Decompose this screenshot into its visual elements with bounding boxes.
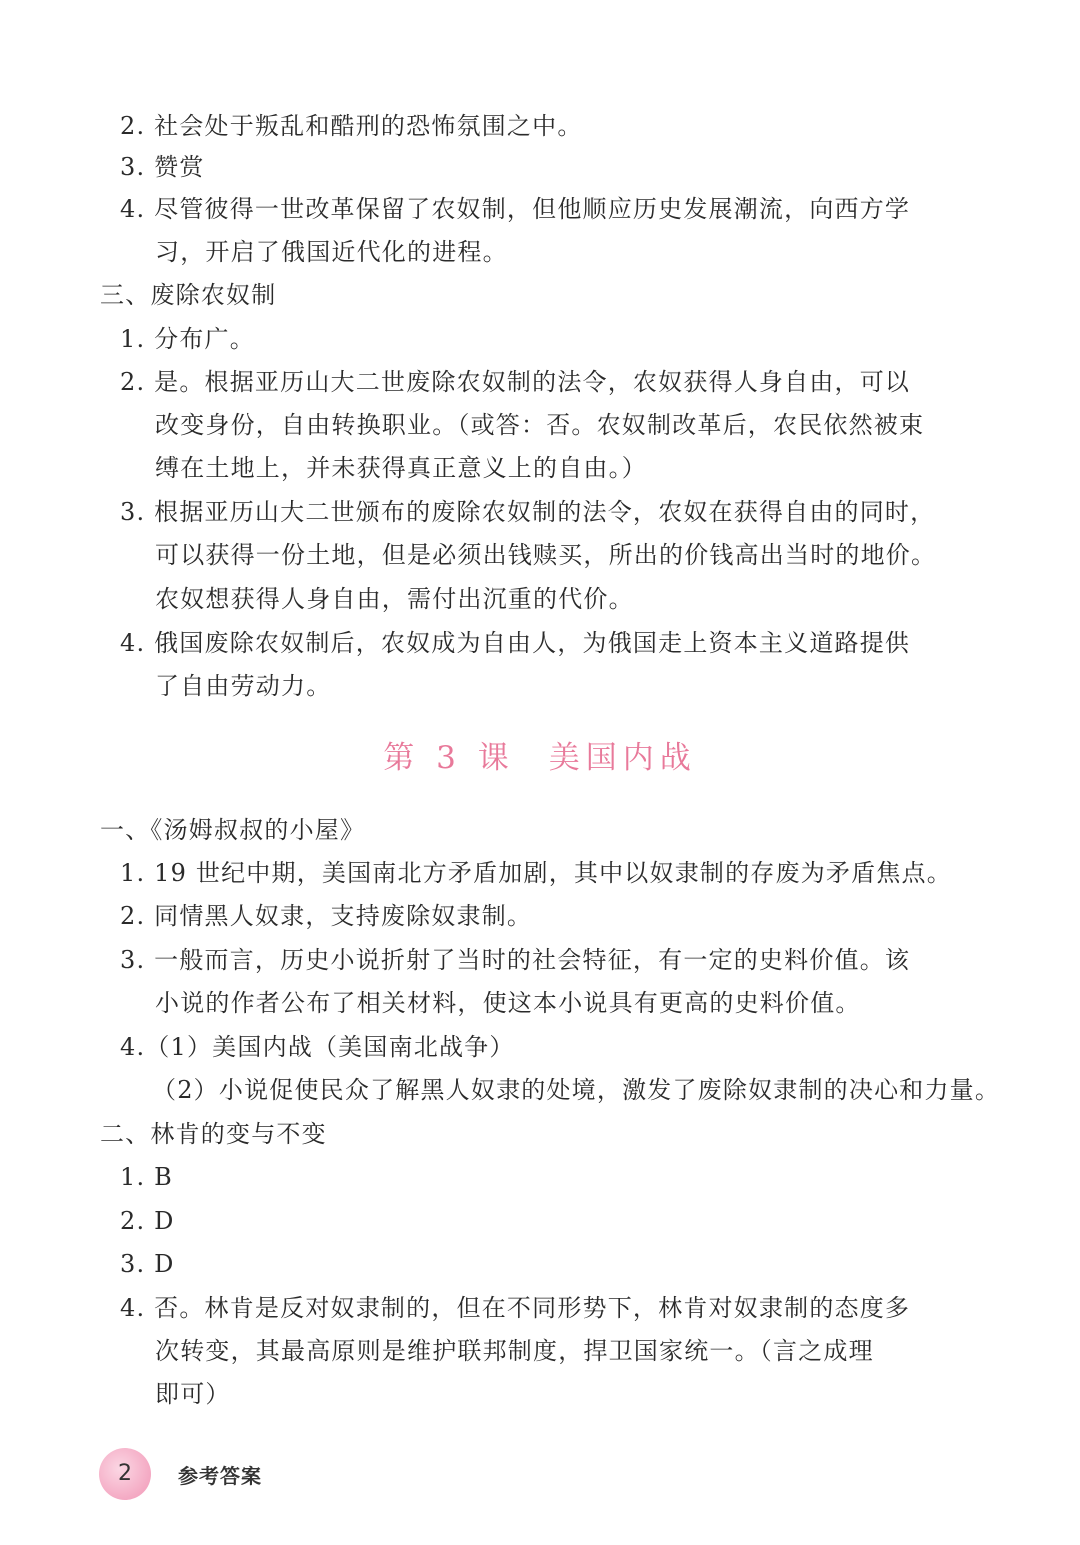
footer-label: 参考答案 (178, 1464, 262, 1488)
lesson-name: 美国内战 (548, 740, 697, 776)
answer-line: 2. 同情黑人奴隶，支持废除奴隶制。 (120, 902, 533, 930)
answer-line: 1. B (120, 1163, 173, 1191)
answer-line: （2）小说促使民众了解黑人奴隶的处境，激发了废除奴隶制的决心和力量。 (152, 1076, 1001, 1104)
answer-line: 2. 是。根据亚历山大二世废除农奴制的法令，农奴获得人身自由，可以 (120, 368, 911, 396)
page-number: 2 (118, 1461, 132, 1486)
answer-line: 次转变，其最高原则是维护联邦制度，捍卫国家统一。（言之成理 (155, 1337, 874, 1365)
answer-line: 4.（1）美国内战（美国南北战争） (120, 1033, 515, 1061)
answer-line: 2. 社会处于叛乱和酷刑的恐怖氛围之中。 (120, 112, 583, 140)
answer-line: 3. 根据亚历山大二世颁布的废除农奴制的法令，农奴在获得自由的同时， (120, 498, 936, 526)
section-heading: 二、林肯的变与不变 (100, 1120, 327, 1148)
answer-line: 1. 分布广。 (120, 325, 255, 353)
answer-line: 可以获得一份土地，但是必须出钱赎买，所出的价钱高出当时的地价。 (155, 541, 937, 569)
section-heading: 三、废除农奴制 (100, 281, 277, 309)
answer-line: 4. 俄国废除农奴制后，农奴成为自由人，为俄国走上资本主义道路提供 (120, 629, 911, 657)
lesson-title (0, 738, 1080, 778)
answer-line: 农奴想获得人身自由，需付出沉重的代价。 (155, 585, 634, 613)
answer-line: 4. 否。林肯是反对奴隶制的，但在不同形势下，林肯对奴隶制的态度多 (120, 1294, 911, 1322)
answer-line: 缚在土地上，并未获得真正意义上的自由。） (155, 454, 647, 482)
answer-line: 改变身份，自由转换职业。（或答：否。农奴制改革后，农民依然被束 (155, 411, 925, 439)
lesson-number: 第 3 课 (383, 740, 515, 776)
answer-line: 小说的作者公布了相关材料，使这本小说具有更高的史料价值。 (155, 989, 861, 1017)
section-heading: 一、《汤姆叔叔的小屋》 (100, 816, 366, 844)
answer-line: 即可） (155, 1380, 231, 1408)
answer-line: 4. 尽管彼得一世改革保留了农奴制，但他顺应历史发展潮流，向西方学 (120, 195, 911, 223)
answer-line: 3. D (120, 1250, 175, 1278)
answer-line: 2. D (120, 1207, 175, 1235)
page-number-badge (99, 1448, 151, 1500)
answer-line: 1. 19 世纪中期，美国南北方矛盾加剧，其中以奴隶制的存废为矛盾焦点。 (120, 859, 952, 887)
answer-line: 习，开启了俄国近代化的进程。 (155, 238, 508, 266)
answer-line: 3. 一般而言，历史小说折射了当时的社会特征，有一定的史料价值。该 (120, 946, 911, 974)
answer-line: 3. 赞赏 (120, 153, 205, 181)
answer-line: 了自由劳动力。 (155, 672, 332, 700)
